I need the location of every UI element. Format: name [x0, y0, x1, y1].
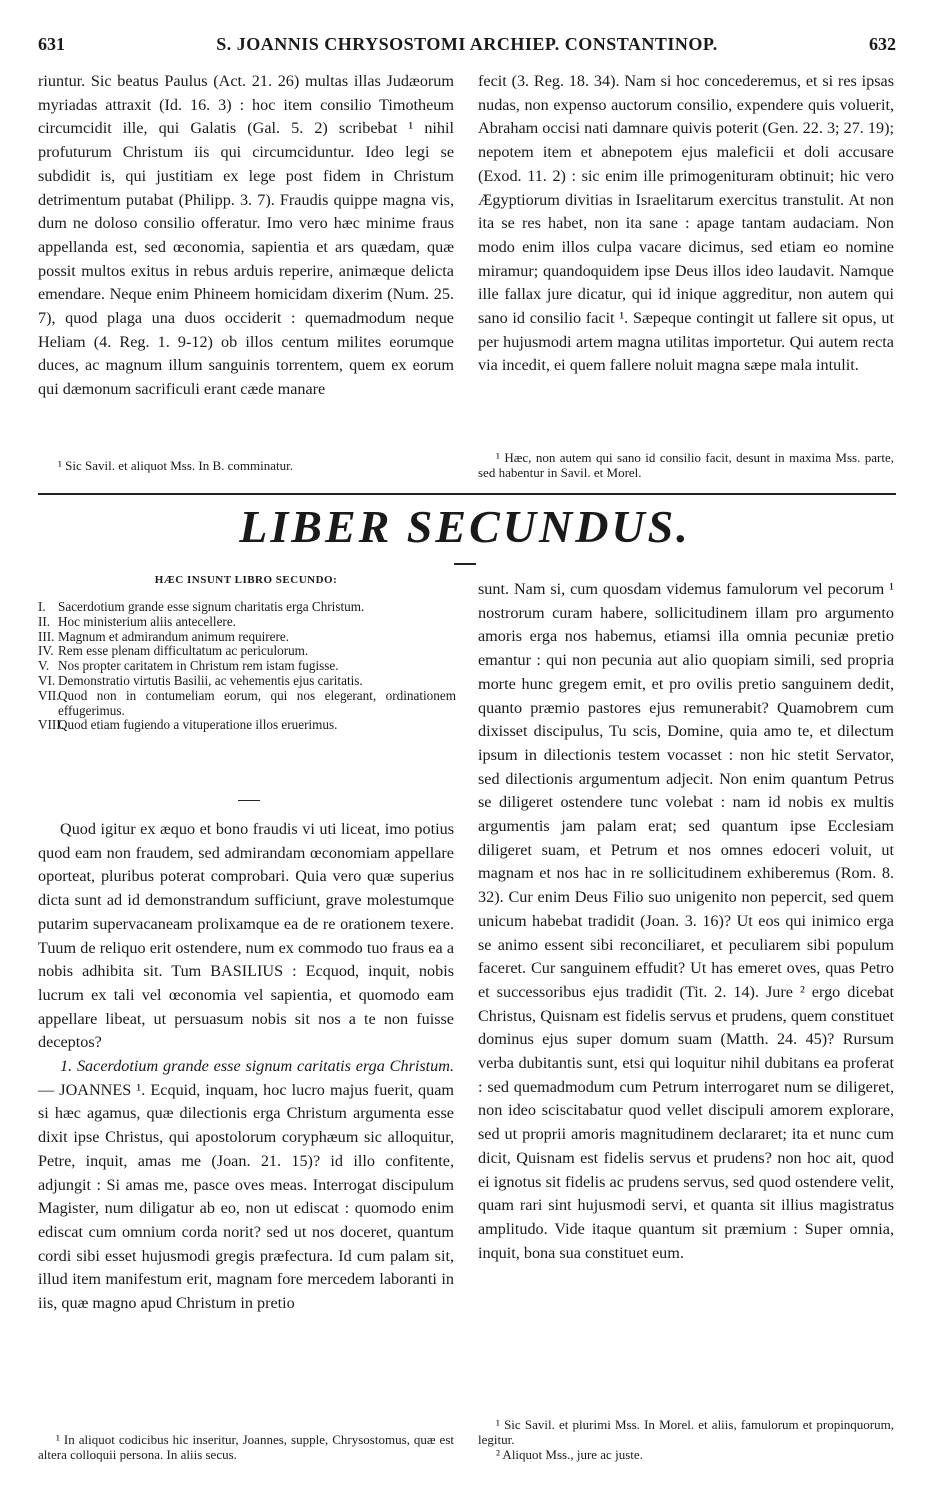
top-left-text: riuntur. Sic beatus Paulus (Act. 21. 26) multas illas Judæorum myriadas attraxit (Id. 16. 3) : hoc item consilio Timotheum circumcidit ille, qui Galatis (Gal. 5. 2) scribebat ¹ nihil profuturum Christum iis qui circumciduntur. Ideo legi se subdidit is, qui justitiam ex lege post fidem in Christum detrimentum putabat (Philipp. 3. 7). Fraudis quippe magna vis, dum ne doloso consilio offeratur. Imo vero hæc minime fraus appellanda est, sed œconomia, sapientia et ars quædam, quæ possit multos exitus in rebus arduis reperire, animæque delicta emendare. Neque enim Phineem homicidam dixerim (Num. 25. 7), quod plaga una duos occiderit : quemadmodum neque Heliam (4. Reg. 1. 9-12) ob illos centum milites eorumque duces, ac magnum illum sanguinis torrentem, quem ex eorum qui dæmonum sacrificuli erant cæde manare: [38, 72, 454, 399]
footnote-text: ¹ Hæc, non autem qui sano id consilio facit, desunt in maxima Mss. parte, sed habentur in Savil. et Morel.: [478, 450, 894, 480]
running-title: S. JOANNIS CHRYSOSTOMI ARCHIEP. CONSTANTINOP.: [216, 34, 718, 54]
item-text: Hoc ministerium aliis antecellere.: [58, 613, 236, 629]
top-left-footnote: [58, 458, 454, 473]
contents-item: [38, 659, 456, 674]
footnote-text: ¹ In aliquot codicibus hic inseritur, Joannes, supple, Chrysostomus, quæ est altera colloquii persona. In aliis secus.: [38, 1432, 454, 1462]
footnote-text: ² Aliquot Mss., jure ac juste.: [496, 1447, 643, 1462]
contents-item: [38, 600, 456, 615]
item-text: Rem esse plenam difficultatum ac periculorum.: [58, 643, 309, 659]
contents-heading: HÆC INSUNT LIBRO SECUNDO:: [154, 574, 338, 586]
page-number-right: 632: [869, 34, 896, 54]
bottom-left-column: [38, 818, 454, 1316]
contents-item: [38, 718, 456, 733]
bottom-right-footnotes: [478, 1417, 894, 1462]
item-text: Sacerdotium grande esse signum charitatis erga Christum.: [58, 599, 365, 614]
footnote-text: ¹ Sic Savil. et plurimi Mss. In Morel. et aliis, famulorum et propinquorum, legitur.: [478, 1417, 894, 1447]
contents-item: [38, 644, 456, 659]
section-heading: 1. Sacerdotium grande esse signum caritatis erga Christum.: [60, 1057, 454, 1076]
contents-item: [38, 674, 456, 689]
item-text: Nos propter caritatem in Christum rem istam fugisse.: [58, 658, 339, 674]
top-right-text: fecit (3. Reg. 18. 34). Nam si hoc concederemus, et si res ipsas nudas, non expenso auctorum consilio, expendere quis voluerit, Abraham occisi nati damnare quivis poterit (Gen. 22. 3; 27. 19); nepotem item et abnepotem ejus maleficii et doli accusare (Exod. 11. 2) : sic enim ille primogenituram obtinuit; hic vero Ægyptiorum divitias in Israelitarum exercitus transtulit. At non ita se res habet, non ita sane : apage tantam audaciam. Non modo enim illos culpa vacare dicimus, sed etiam eo nomine miramur; quandoquidem ipse Deus illos ideo laudavit. Namque ille fallax jure dicatur, qui id inique aggreditur, non autem qui sano id consilio facit ¹. Sæpeque contingit ut fallere sit opus, ut per hujusmodi artem magna utilitas importetur. Qui autem recta via incedit, ei quem fallere noluit magna sæpe mala intulit.: [478, 72, 894, 375]
item-number: VIII.: [38, 717, 64, 733]
paragraph: [38, 1055, 454, 1316]
paragraph-text: — JOANNES ¹. Ecquid, inquam, hoc lucro majus fuerit, quam si hæc agamus, quæ dilectionis erga Christum argumenta esse dixit ipse Christus, qui apostolorum coryphæum sic alloquitur, Petre, inquit, amas me (Joan. 21. 15)? id illo confitente, adjungit : Si amas me, pasce oves meas. Interrogat discipulum Magister, num diligatur ab eo, non ut ediscat : quomodo enim ediscat cum omnium corda norit? sed ut nos doceret, quantum cordi sibi esset hujusmodi gregis præfectura. Id cum palam sit, illud item manifestum erit, magnam fore mercedem laboranti in iis, quæ magno apud Christum in pretio: [38, 1080, 454, 1313]
contents-dash: [238, 800, 260, 801]
item-number: III.: [38, 628, 55, 644]
section-divider: [38, 493, 896, 495]
footnote-text: ¹ Sic Savil. et aliquot Mss. In B. comminatur.: [58, 458, 293, 473]
item-text: Demonstratio virtutis Basilii, ac vehementis ejus caritatis.: [58, 672, 363, 688]
contents-item: [38, 630, 456, 645]
contents-item: [38, 615, 456, 630]
item-number: I.: [38, 599, 46, 614]
top-right-column: [478, 70, 894, 378]
contents-list: [38, 600, 456, 733]
item-text: Quod etiam fugiendo a vituperatione illos eruerimus.: [58, 717, 338, 733]
item-number: VII.: [38, 687, 60, 703]
item-number: VI.: [38, 672, 56, 688]
bottom-left-footnote: [38, 1432, 454, 1462]
top-left-column: [38, 70, 454, 402]
item-number: V.: [38, 658, 50, 674]
contents-item: [38, 689, 456, 719]
item-number: II.: [38, 613, 51, 629]
book-title: LIBER SECUNDUS.: [239, 501, 691, 552]
title-dash: [454, 563, 476, 565]
bottom-right-column: [478, 578, 894, 1265]
running-header: [38, 34, 896, 60]
item-text: Magnum et admirandum animum requirere.: [58, 628, 290, 644]
page-number-left: 631: [38, 34, 65, 54]
item-number: IV.: [38, 643, 54, 659]
item-text: Quod non in contumeliam eorum, qui nos elegerant, ordinationem effugerimus.: [58, 687, 456, 718]
top-right-footnote: [478, 450, 894, 480]
paragraph: Quod igitur ex æquo et bono fraudis vi uti liceat, imo potius quod eam non fraudem, sed admirandam œconomiam appellare oporteat, pluribus poterat comprobari. Quia vero quæ superius dicta sunt ad id demonstrandum sufficiunt, grave molestumque putarim supervacaneam prolixamque ea de re orationem texere. Tuum de reliquo erit ostendere, num ex commodo tuo fraus ea a nobis adhibita sit. Tum BASILIUS : Ecquod, inquit, nobis lucrum ex tali vel œconomia vel sapientia, et quomodo eam appellare libeat, ut persuasum nobis sit nos a te non fuisse deceptos?: [38, 820, 454, 1052]
bottom-right-text: sunt. Nam si, cum quosdam videmus famulorum vel pecorum ¹ nostrorum curam habere, sollicitudinem illam pro argumento amoris erga nos habemus, etiamsi illa omnia pecuniæ pretio emantur : qui non pecunia aut alio quopiam simili, sed propria morte hunc gregem emit, et pro ovilis pretio sanguinem dedit, quanto præmio pastores ejus remunerabit? Quamobrem cum dixisset discipulus, Tu scis, Domine, quia amo te, et dilectum ipsum in dilectionis testem vocasset : non hic stetit Servator, sed dilectionis argumentum adjecit. Non enim quantum Petrus se diligeret ostendere tunc volebat : nam id nobis ex multis argumentis jam palam erat; sed quantum ipse Ecclesiam diligeret suam, et Petrum et nos omnes edoceri voluit, ut magnam et nos hac in re sollicitudinem exhiberemus (Rom. 8. 32). Cur enim Deus Filio suo unigenito non pepercit, sed quem unicum habebat tradidit (Joan. 3. 16)? Ut eos qui inimico erga se animo essent sibi reconciliaret, et peculiarem sibi populum faceret. Cur sanguinem effudit? Ut has emeret oves, quas Petro et successoribus ejus tradidit (Tit. 2. 14). Jure ² ergo dicebat Christus, Quisnam est fidelis servus et prudens, quem constituet dominus ejus super domum suam (Matth. 24. 45)? Rursum verba dubitantis sunt, etsi qui loquitur nihil dubitans ea proferat : sed quemadmodum cum Petrum interrogaret num se diligeret, non ideo sciscitabatur quod vellet discipuli amorem explorare, sed ut proprii amoris magnitudinem declararet; ita et nunc cum dicit, Quisnam est fidelis servus et prudens? non hoc ait, quod ei ignotus sit fidelis ac prudens servus, sed quod ostendere velit, quam rari sint hujusmodi servi, et quanta sit illius magistratus amplitudo. Vide itaque quantum sit præmium : Super omnia, inquit, bona sua constituet eum.: [478, 580, 894, 1262]
